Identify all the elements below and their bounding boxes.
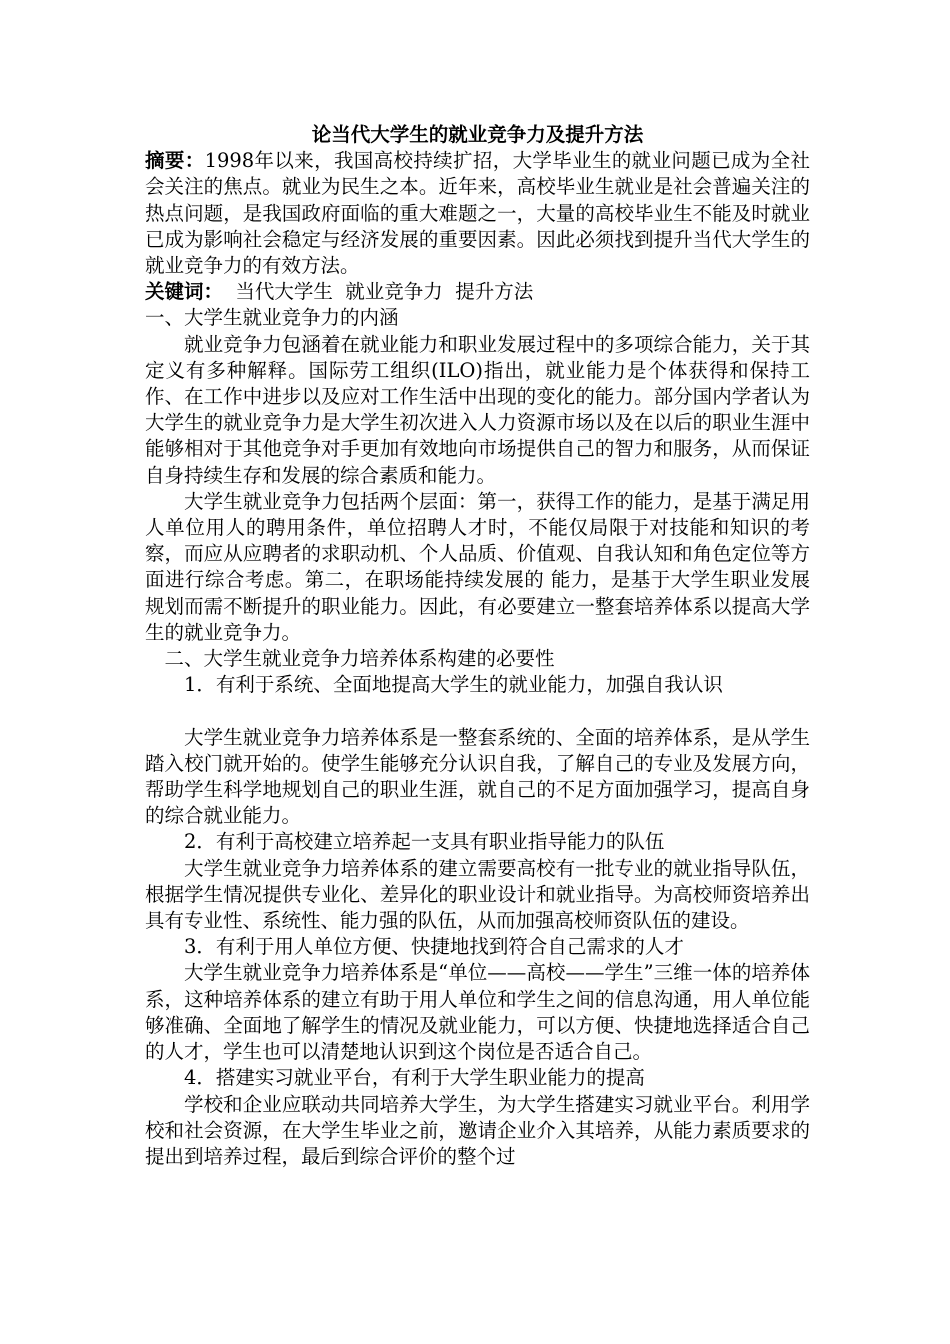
subsection3-heading: 3．有利于用人单位方便、快捷地找到符合自己需求的人才 <box>184 935 684 959</box>
keywords-label: 关键词： <box>145 280 224 304</box>
keywords <box>145 279 810 305</box>
abstract <box>145 148 810 279</box>
section1-paragraph2: 大学生就业竞争力包括两个层面：第一，获得工作的能力，是基于满足用人单位用人的聘用条件，单位招聘人才时，不能仅局限于对技能和知识的考察，而应从应聘者的求职动机、个人品质、价值观、自我认知和角色定位等方面进行综合考虑。第二，在职场能持续发展的 能力，是基于大学生职业发展规划而需不断提升的职业能力。因此，有必要建立一整套培养体系以提高大学生的就业竞争力。 <box>145 489 810 644</box>
document-page <box>145 122 810 1170</box>
section1-paragraph1: 就业竞争力包涵着在就业能力和职业发展过程中的多项综合能力，关于其定义有多种解释。国际劳工组织(ILO)指出，就业能力是个体获得和保持工作、在工作中进步以及应对工作生活中出现的变化的能力。部分国内学者认为大学生的就业竞争力是大学生初次进入人力资源市场以及在以后的职业生涯中能够相对于其他竞争对手更加有效地向市场提供自己的智力和服务，从而保证自身持续生存和发展的综合素质和能力。 <box>145 332 810 487</box>
blank-line <box>145 698 810 724</box>
subsection1-heading: 1．有利于系统、全面地提高大学生的就业能力，加强自我认识 <box>184 673 723 697</box>
subsection1-text: 大学生就业竞争力培养体系是一整套系统的、全面的培养体系，是从学生踏入校门就开始的。使学生能够充分认识自我，了解自己的专业及发展方向，帮助学生科学地规划自己的职业生涯，就自己的不足方面加强学习，提高自身的综合就业能力。 <box>145 725 810 828</box>
keywords-text: 当代大学生 就业竞争力 提升方法 <box>223 280 534 304</box>
subsection2-heading: 2．有利于高校建立培养起一支具有职业指导能力的队伍 <box>184 830 665 854</box>
section2-heading: 二、大学生就业竞争力培养体系构建的必要性 <box>164 647 555 671</box>
subsection3-text: 大学生就业竞争力培养体系是“单位——高校——学生”三维一体的培养体系，这种培养体系的建立有助于用人单位和学生之间的信息沟通，用人单位能够准确、全面地了解学生的情况及就业能力，可以方便、快捷地选择适合自己的人才，学生也可以清楚地认识到这个岗位是否适合自己。 <box>145 961 810 1064</box>
subsection2-text: 大学生就业竞争力培养体系的建立需要高校有一批专业的就业指导队伍，根据学生情况提供专业化、差异化的职业设计和就业指导。为高校师资培养出具有专业性、系统性、能力强的队伍，从而加强高校师资队伍的建设。 <box>145 856 810 933</box>
subsection4-heading: 4．搭建实习就业平台，有利于大学生职业能力的提高 <box>184 1066 645 1090</box>
abstract-text: 1998年以来，我国高校持续扩招，大学毕业生的就业问题已成为全社会关注的焦点。就业为民生之本。近年来，高校毕业生就业是社会普遍关注的热点问题，是我国政府面临的重大难题之一，大量的高校毕业生不能及时就业已成为影响社会稳定与经济发展的重要因素。因此必须找到提升当代大学生的就业竞争力的有效方法。 <box>145 149 810 278</box>
page-title: 论当代大学生的就业竞争力及提升方法 <box>311 123 644 146</box>
section1-heading: 一、大学生就业竞争力的内涵 <box>145 306 399 330</box>
subsection4-text: 学校和企业应联动共同培养大学生，为大学生搭建实习就业平台。利用学校和社会资源，在大学生毕业之前，邀请企业介入其培养，从能力素质要求的提出到培养过程，最后到综合评价的整个过 <box>145 1092 810 1168</box>
abstract-label: 摘要： <box>145 149 205 173</box>
